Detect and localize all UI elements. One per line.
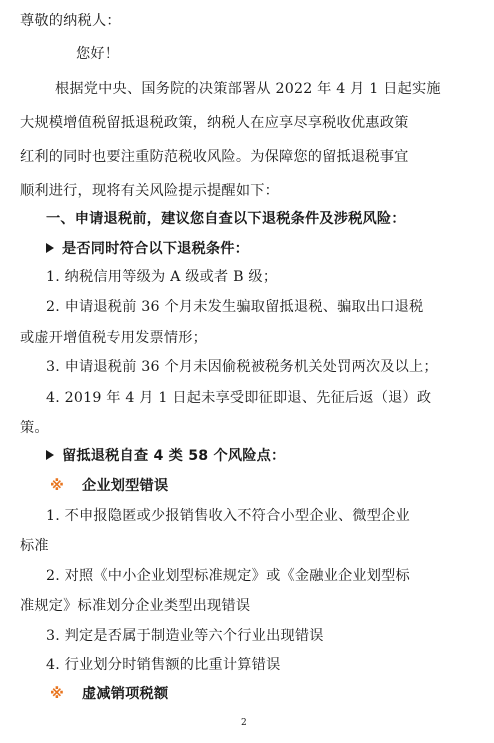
greeting: 您好！ [76,46,120,62]
conditions-title: 是否同时符合以下退税条件： [62,241,250,257]
condition-item: 3. 申请退税前 36 个月未因偷税被税务机关处罚两次及以上； [46,359,438,375]
condition-item: 2. 申请退税前 36 个月未发生骗取留抵退税、骗取出口退税 [46,299,424,315]
conditions-heading [46,239,249,259]
paragraph-line: 大规模增值税留抵退税政策，纳税人在应享尽享税收优惠政策 [20,115,409,131]
paragraph-line: 红利的同时也要注重防范税收风险。为保障您的留抵退税事宜 [20,149,409,165]
reference-mark-icon: ※ [50,478,64,494]
risk-group-heading [50,684,168,704]
paragraph-line: 根据党中央、国务院的决策部署从 2022 年 4 月 1 日起实施 [55,81,441,97]
triangle-bullet-icon [46,450,54,460]
risk-item: 3. 判定是否属于制造业等六个行业出现错误 [46,628,324,644]
salutation: 尊敬的纳税人： [20,13,121,29]
condition-item: 4. 2019 年 4 月 1 日起未享受即征即退、先征后返（退）政 [46,390,432,406]
risk-group-title: 虚减销项税额 [82,686,169,702]
condition-item: 或虚开增值税专用发票情形； [20,330,208,346]
condition-item: 1. 纳税信用等级为 A 级或者 B 级； [46,269,278,285]
risk-title: 留抵退税自查 4 类 58 个风险点： [62,448,286,464]
risk-item: 1. 不申报隐匿或少报销售收入不符合小型企业、微型企业 [46,508,410,524]
risk-item: 准规定》标准划分企业类型出现错误 [20,598,251,614]
risk-group-title: 企业划型错误 [82,478,169,494]
risk-item: 4. 行业划分时销售额的比重计算错误 [46,657,281,673]
risk-item: 2. 对照《中小企业划型标准规定》或《金融业企业划型标 [46,568,410,584]
triangle-bullet-icon [46,243,54,253]
risk-heading [46,446,285,466]
paragraph-line: 顺利进行，现将有关风险提示提醒如下： [20,183,279,199]
section-heading: 一、申请退税前，建议您自查以下退税条件及涉税风险： [46,211,406,227]
condition-item: 策。 [20,420,49,436]
page-number: 2 [241,718,247,728]
reference-mark-icon: ※ [50,686,64,702]
risk-group-heading [50,476,168,496]
risk-item: 标准 [20,538,49,554]
